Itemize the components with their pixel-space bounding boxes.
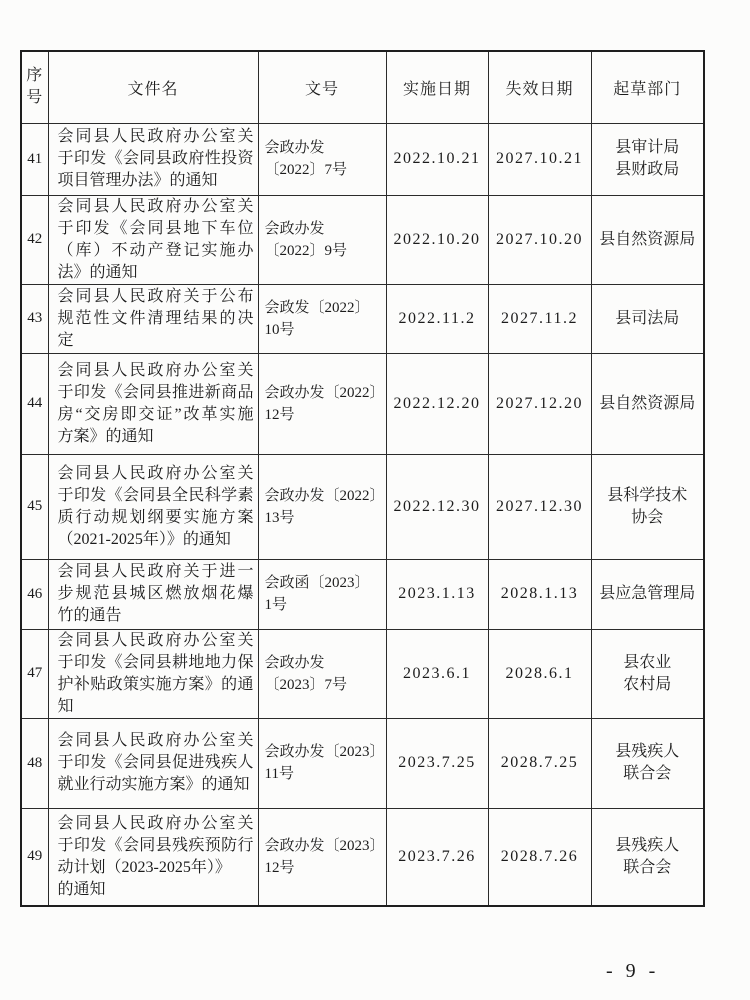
department-line: 县自然资源局 (599, 394, 696, 412)
department-line: 县残疾人 (615, 743, 680, 760)
doc-number-line: 〔2022〕9号 (264, 242, 348, 259)
title-line: 动计划（2023-2025年）》 (57, 858, 231, 876)
table-row (21, 195, 704, 284)
table-row (21, 454, 704, 559)
row-effective-date: 2023.7.25 (386, 718, 488, 808)
doc-number-line: 13号 (264, 509, 295, 526)
title-line: 会同县人民政府办公室关 (57, 631, 254, 649)
doc-number-line: 会政办发 (264, 140, 325, 156)
row-expiry-date: 2027.10.21 (488, 123, 591, 195)
row-doc-number (258, 808, 386, 906)
doc-number-line: 〔2023〕7号 (264, 676, 348, 693)
row-doc-number (258, 559, 386, 629)
title-line: 法》的通知 (57, 263, 138, 281)
department-line: 联合会 (623, 858, 672, 876)
row-expiry-date: 2028.7.25 (488, 718, 591, 808)
title-line: 护补贴政策实施方案》的通 (57, 675, 254, 693)
page-number: - 9 - (606, 960, 660, 982)
row-expiry-date: 2027.12.20 (488, 353, 591, 454)
row-doc-number (258, 718, 386, 808)
department-line: 县司法局 (615, 309, 680, 327)
title-line: 房“交房即交证”改革实施 (57, 405, 254, 423)
row-effective-date: 2022.10.21 (386, 123, 488, 195)
title-line: 于印发《会同县推进新商品 (57, 383, 254, 401)
title-line: 于印发《会同县耕地地力保 (57, 653, 254, 671)
doc-number-line: 12号 (264, 406, 295, 423)
table-row (21, 559, 704, 629)
title-line: 质行动规划纲要实施方案 (57, 508, 254, 526)
row-department (591, 123, 704, 195)
department-line: 协会 (631, 508, 664, 526)
row-seq: 43 (21, 284, 48, 353)
row-title (48, 284, 258, 353)
title-line: 会同县人民政府关于公布 (57, 287, 254, 305)
title-line: 知 (57, 697, 74, 715)
doc-number-line: 会政办发 (264, 220, 325, 237)
row-doc-number (258, 123, 386, 195)
title-line: 规范性文件清理结果的决 (57, 309, 254, 327)
row-department (591, 284, 704, 353)
row-seq: 49 (21, 808, 48, 906)
table-row (21, 718, 704, 808)
department-line: 县农业 (623, 653, 672, 671)
table-row (21, 629, 704, 718)
title-line: 于印发《会同县地下车位 (57, 219, 254, 237)
title-line: 会同县人民政府办公室关 (57, 732, 254, 749)
department-line: 县自然资源局 (599, 230, 696, 248)
row-department (591, 559, 704, 629)
row-department (591, 454, 704, 559)
department-line: 县应急管理局 (599, 585, 696, 602)
table-header-row (21, 51, 704, 123)
doc-number-line: 会政办发〔2023〕 (264, 744, 385, 760)
row-expiry-date: 2028.6.1 (488, 629, 591, 718)
title-line: 的通知 (57, 880, 106, 898)
row-doc-number (258, 353, 386, 454)
row-effective-date: 2022.12.20 (386, 353, 488, 454)
row-expiry-date: 2028.7.26 (488, 808, 591, 906)
title-line: 会同县人民政府办公室关 (57, 814, 254, 832)
title-line: （2021-2025年）》的通知 (57, 530, 231, 548)
header-effective-date: 实施日期 (386, 51, 488, 123)
row-seq: 48 (21, 718, 48, 808)
row-doc-number (258, 454, 386, 559)
row-department (591, 629, 704, 718)
row-seq: 46 (21, 559, 48, 629)
title-line: 就业行动实施方案》的通知 (57, 776, 250, 793)
title-line: 会同县人民政府办公室关 (57, 361, 254, 379)
row-title (48, 718, 258, 808)
row-effective-date: 2023.7.26 (386, 808, 488, 906)
doc-number-line: 会政办发〔2023〕 (264, 837, 385, 854)
table-row (21, 808, 704, 906)
department-line: 县科学技术 (607, 486, 688, 504)
title-line: （库）不动产登记实施办 (57, 241, 254, 259)
row-effective-date: 2022.10.20 (386, 195, 488, 284)
row-seq: 42 (21, 195, 48, 284)
row-title (48, 629, 258, 718)
department-line: 联合会 (623, 765, 672, 782)
department-line: 农村局 (623, 675, 672, 693)
title-line: 于印发《会同县全民科学素 (57, 486, 254, 504)
title-line: 会同县人民政府办公室关 (57, 197, 254, 215)
doc-number-line: 1号 (264, 597, 288, 613)
row-effective-date: 2023.1.13 (386, 559, 488, 629)
table-row (21, 353, 704, 454)
title-line: 竹的通告 (57, 607, 122, 624)
row-seq: 44 (21, 353, 48, 454)
row-seq: 41 (21, 123, 48, 195)
row-title (48, 559, 258, 629)
title-line: 于印发《会同县促进残疾人 (57, 754, 254, 771)
title-line: 步规范县城区燃放烟花爆 (57, 585, 254, 602)
table-row (21, 123, 704, 195)
header-doc-number: 文号 (258, 51, 386, 123)
row-seq: 45 (21, 454, 48, 559)
row-department (591, 353, 704, 454)
header-expiry-date: 失效日期 (488, 51, 591, 123)
table-row (21, 284, 704, 353)
doc-number-line: 会政办发〔2022〕 (264, 384, 385, 401)
row-title (48, 454, 258, 559)
row-expiry-date: 2027.10.20 (488, 195, 591, 284)
row-expiry-date: 2027.12.30 (488, 454, 591, 559)
header-seq-char: 序 (26, 67, 44, 85)
department-line: 县审计局 (615, 139, 680, 156)
header-seq-char: 号 (26, 89, 44, 107)
doc-number-line: 11号 (264, 766, 294, 782)
doc-number-line: 会政办发〔2022〕 (264, 487, 385, 504)
title-line: 会同县人民政府办公室关 (57, 464, 254, 482)
row-department (591, 195, 704, 284)
row-department (591, 718, 704, 808)
department-line: 县财政局 (615, 161, 680, 178)
title-line: 于印发《会同县残疾预防行 (57, 836, 254, 854)
row-title (48, 195, 258, 284)
normative-documents-table (20, 50, 705, 907)
row-title (48, 808, 258, 906)
department-line: 县残疾人 (615, 836, 680, 854)
row-doc-number (258, 195, 386, 284)
row-expiry-date: 2028.1.13 (488, 559, 591, 629)
row-effective-date: 2022.12.30 (386, 454, 488, 559)
doc-number-line: 会政办发 (264, 654, 325, 671)
title-line: 项目管理办法》的通知 (57, 172, 218, 189)
row-doc-number (258, 284, 386, 353)
header-title: 文件名 (48, 51, 258, 123)
row-title (48, 353, 258, 454)
row-effective-date: 2023.6.1 (386, 629, 488, 718)
row-expiry-date: 2027.11.2 (488, 284, 591, 353)
title-line: 方案》的通知 (57, 427, 154, 445)
row-department (591, 808, 704, 906)
title-line: 于印发《会同县政府性投资 (57, 150, 254, 167)
title-line: 定 (57, 331, 74, 349)
doc-number-line: 会政发〔2022〕 (264, 299, 370, 316)
row-seq: 47 (21, 629, 48, 718)
row-effective-date: 2022.11.2 (386, 284, 488, 353)
row-doc-number (258, 629, 386, 718)
header-department: 起草部门 (591, 51, 704, 123)
doc-number-line: 会政函〔2023〕 (264, 575, 370, 591)
doc-number-line: 10号 (264, 321, 295, 338)
doc-number-line: 〔2022〕7号 (264, 162, 348, 178)
header-seq (21, 51, 48, 123)
title-line: 会同县人民政府关于进一 (57, 563, 254, 580)
doc-number-line: 12号 (264, 859, 295, 876)
title-line: 会同县人民政府办公室关 (57, 128, 254, 145)
row-title (48, 123, 258, 195)
